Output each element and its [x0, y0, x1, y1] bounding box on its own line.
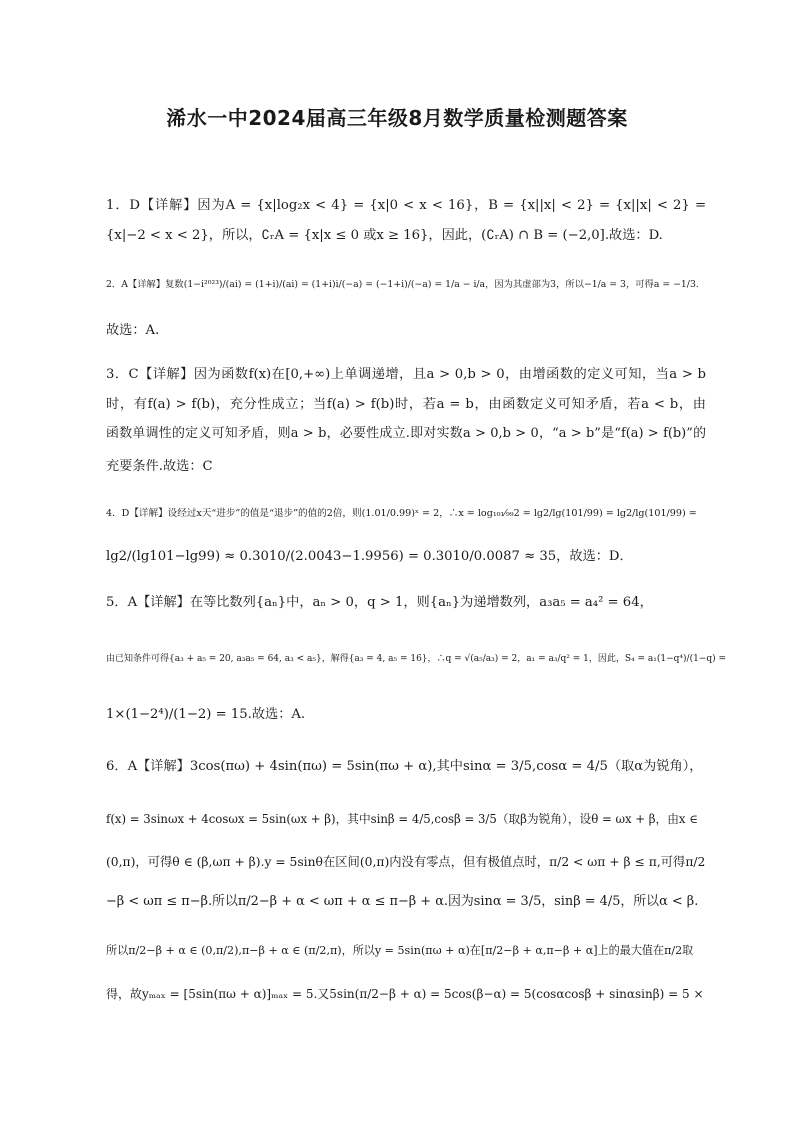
q2-line2: 故选：A.: [106, 323, 160, 338]
document-title: 浠水一中2024届高三年级8月数学质量检测题答案: [166, 106, 628, 130]
q5-line2: 由已知条件可得{a₃ + a₅ = 20, a₃a₅ = 64, a₃ < a₅}，解得{a₃ = 4, a₅ = 16}，∴q = √(a₅/a₃) = 2，a₁ = a₃/q² = 1，因此，S₄ = a₁(1−q⁴)/(1−q) =: [106, 654, 727, 664]
q6-line2: f(x) = 3sinωx + 4cosωx = 5sin(ωx + β)，其中sinβ = 4/5,cosβ = 3/5（取β为锐角），设θ = ωx + β，由x ∈: [106, 812, 698, 826]
q3-line1: 3．C【详解】因为函数f(x)在[0,+∞)上单调递增，且a > 0,b > 0，由增函数的定义可知，当a > b: [106, 367, 706, 382]
q1-line2: {x|−2 < x < 2}，所以，∁ᵣA = {x|x ≤ 0 或x ≥ 16}，因此，(∁ᵣA) ∩ B = (−2,0].故选：D.: [106, 228, 663, 243]
q6-line3: (0,π)，可得θ ∈ (β,ωπ + β).y = 5sinθ在区间(0,π)内没有零点，但有极值点时，π/2 < ωπ + β ≤ π,可得π/2: [106, 855, 706, 869]
q3-line2: 时，有f(a) > f(b)，充分性成立；当f(a) > f(b)时，若a = b，由函数定义可知矛盾，若a < b，由: [106, 397, 706, 412]
q4-line1: 4．D【详解】设经过x天“进步”的值是“退步”的值的2倍，则(1.01/0.99)ˣ = 2，∴x = log₁₀₁⁄₉₉2 = lg2/lg(101/99) = lg2/lg(101/99) =: [106, 508, 697, 519]
q6-line1: 6．A【详解】3cos(πω) + 4sin(πω) = 5sin(πω + α),其中sinα = 3/5,cosα = 4/5（取α为锐角），: [106, 759, 703, 774]
q6-line4: −β < ωπ ≤ π−β.所以π/2−β + α < ωπ + α ≤ π−β + α.因为sinα = 3/5，sinβ = 4/5，所以α < β.: [106, 894, 699, 909]
q3-line3: 函数单调性的定义可知矛盾，则a > b，必要性成立.即对实数a > 0,b > 0，“a > b”是“f(a) > f(b)”的: [106, 426, 706, 441]
q6-line6: 得，故yₘₐₓ = [5sin(πω + α)]ₘₐₓ = 5.又5sin(π/2−β + α) = 5cos(β−α) = 5(cosαcosβ + sinαsinβ) = 5 ×: [106, 987, 704, 1001]
q2-line1: 2．A【详解】复数(1−i²⁰²³)/(ai) = (1+i)/(ai) = (1+i)i/(−a) = (−1+i)/(−a) = 1/a − i/a，因为其虚部为3，所以−1/a = 3，可得a = −1/3.: [106, 279, 699, 290]
q5-line1: 5．A【详解】在等比数列{aₙ}中，aₙ > 0，q > 1，则{aₙ}为递增数列，a₃a₅ = a₄² = 64，: [106, 595, 653, 610]
q4-line2: lg2/(lg101−lg99) ≈ 0.3010/(2.0043−1.9956) = 0.3010/0.0087 ≈ 35，故选：D．: [106, 549, 633, 564]
q3-line4: 充要条件.故选：C: [106, 459, 213, 474]
q1-line1: 1．D【详解】因为A = {x|log₂x < 4} = {x|0 < x < 16}，B = {x||x| < 2} = {x||x| < 2} =: [106, 198, 706, 213]
q5-line3: 1×(1−2⁴)/(1−2) = 15.故选：A.: [106, 707, 306, 722]
q6-line5: 所以π/2−β + α ∈ (0,π/2),π−β + α ∈ (π/2,π)，所以y = 5sin(πω + α)在[π/2−β + α,π−β + α]上的最大值在π/2取: [106, 944, 694, 957]
